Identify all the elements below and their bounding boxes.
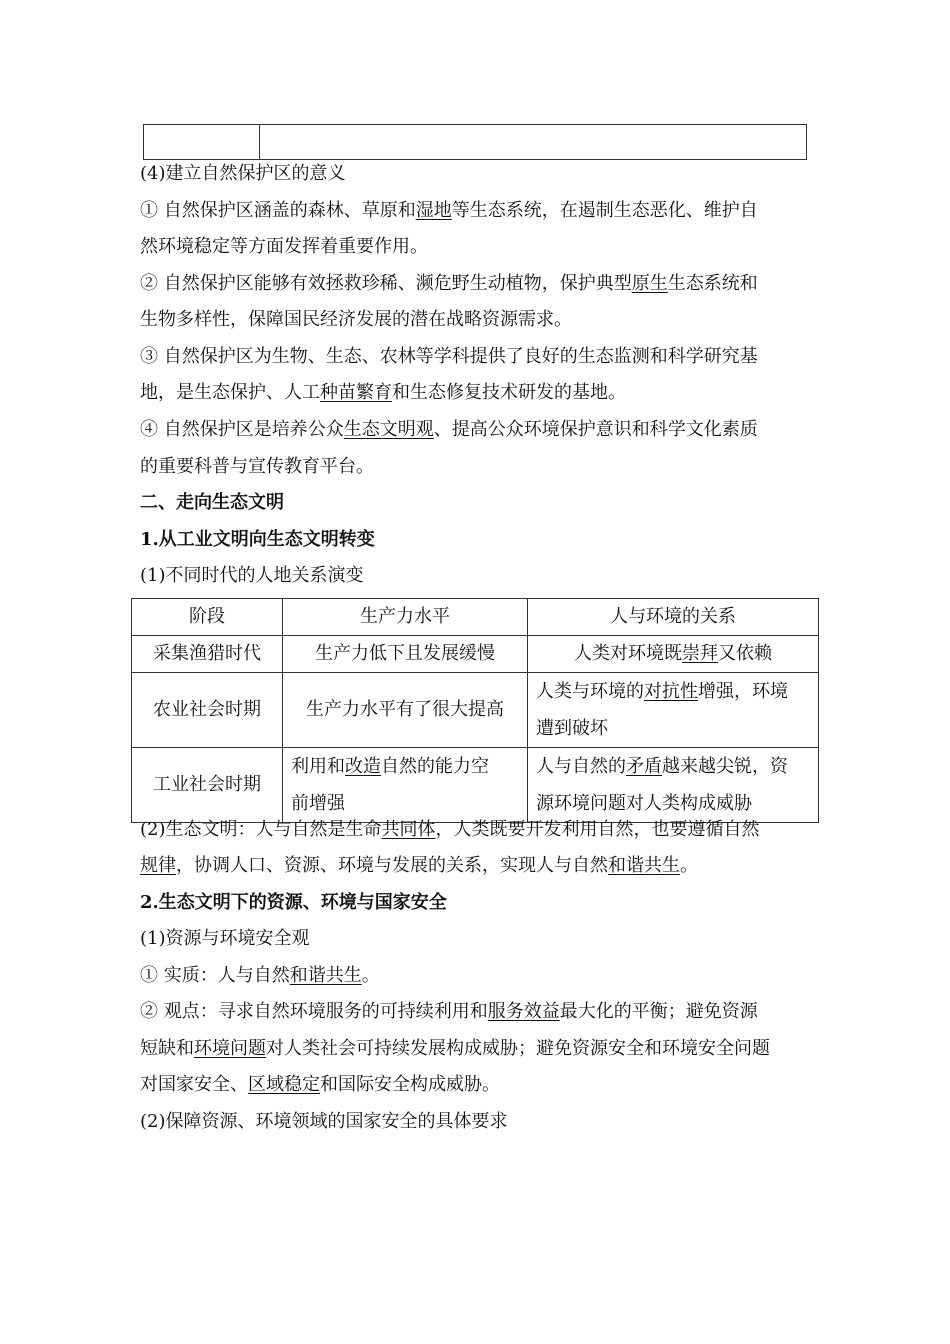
paragraph-line: ① 自然保护区涵盖的森林、草原和湿地等生态系统，在遏制生态恶化、维护自 xyxy=(140,200,758,221)
table-cell: 人类与环境的对抗性增强，环境 遭到破坏 xyxy=(528,673,819,748)
paragraph-line: 的重要科普与宣传教育平台。 xyxy=(140,456,374,477)
paragraph-line: 规律，协调人口、资源、环境与发展的关系，实现人与自然和谐共生。 xyxy=(140,855,698,876)
era-relationship-table xyxy=(131,598,819,823)
paragraph-line: ② 观点：寻求自然环境服务的可持续利用和服务效益最大化的平衡；避免资源 xyxy=(140,1001,758,1022)
paragraph-line: ③ 自然保护区为生物、生态、农林等学科提供了良好的生态监测和科学研究基 xyxy=(140,346,758,367)
table-cell: 生产力水平有了很大提高 xyxy=(283,673,528,748)
paragraph-line: 地，是生态保护、人工种苗繁育和生态修复技术研发的基地。 xyxy=(140,382,626,403)
paragraph-line: 然环境稳定等方面发挥着重要作用。 xyxy=(140,236,428,257)
sub-heading: (1)资源与环境安全观 xyxy=(140,928,310,949)
subsection-heading: 1.从工业文明向生态文明转变 xyxy=(140,529,375,550)
table-cell: 利用和改造自然的能力空 前增强 xyxy=(283,748,528,823)
subsection-heading: 2.生态文明下的资源、环境与国家安全 xyxy=(140,892,447,913)
sub-heading: (2)保障资源、环境领域的国家安全的具体要求 xyxy=(140,1111,508,1132)
paragraph-line: 生物多样性，保障国民经济发展的潜在战略资源需求。 xyxy=(140,309,572,330)
table-cell: 生产力低下且发展缓慢 xyxy=(283,636,528,673)
table-cell: 人与自然的矛盾越来越尖锐，资 源环境问题对人类构成威胁 xyxy=(528,748,819,823)
table-cell: 采集渔猎时代 xyxy=(132,636,283,673)
section-title: (4)建立自然保护区的意义 xyxy=(140,163,346,184)
section-heading: 二、走向生态文明 xyxy=(140,492,284,513)
paragraph-line: ④ 自然保护区是培养公众生态文明观、提高公众环境保护意识和科学文化素质 xyxy=(140,419,758,440)
paragraph-line: 短缺和环境问题对人类社会可持续发展构成威胁；避免资源安全和环境安全问题 xyxy=(140,1038,770,1059)
table-cell: 人类对环境既崇拜又依赖 xyxy=(528,636,819,673)
table-cell: 工业社会时期 xyxy=(132,748,283,823)
paragraph-line: (2)生态文明：人与自然是生命共同体，人类既要开发利用自然，也要遵循自然 xyxy=(140,819,760,840)
table-header: 生产力水平 xyxy=(283,599,528,636)
table-header: 阶段 xyxy=(132,599,283,636)
table-cell: 农业社会时期 xyxy=(132,673,283,748)
paragraph-line: ① 实质：人与自然和谐共生。 xyxy=(140,965,380,986)
paragraph-line: 对国家安全、区域稳定和国际安全构成威胁。 xyxy=(140,1074,500,1095)
table-header: 人与环境的关系 xyxy=(528,599,819,636)
paragraph-line: ② 自然保护区能够有效拯救珍稀、濒危野生动植物，保护典型原生生态系统和 xyxy=(140,273,758,294)
sub-heading: (1)不同时代的人地关系演变 xyxy=(140,565,364,586)
